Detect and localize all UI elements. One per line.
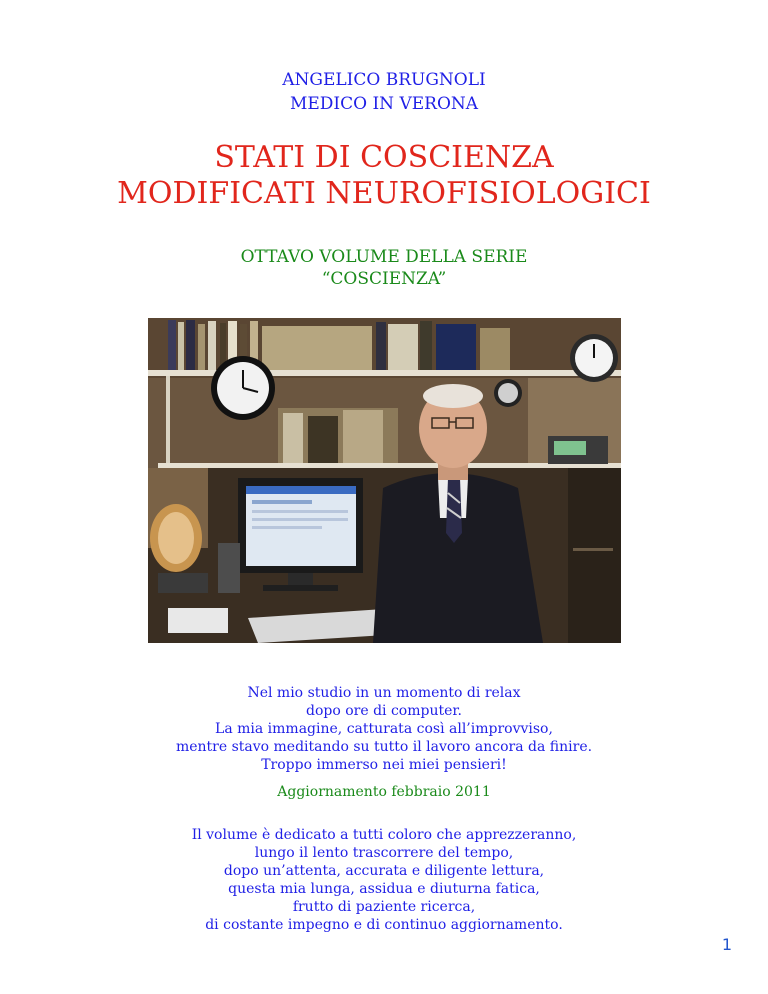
author-photo [148, 318, 621, 643]
dedication-line-3: dopo un’attenta, accurata e diligente lettura, [223, 863, 545, 879]
dedication-line-5: frutto di paziente ricerca, [292, 899, 476, 915]
author-block [0, 68, 768, 116]
caption-line-4: mentre stavo meditando su tutto il lavoro ancora da finire. [175, 739, 593, 755]
dedication-line-4: questa mia lunga, assidua e diuturna fatica, [228, 881, 540, 897]
update-note: Aggiornamento febbraio 2011 [277, 784, 491, 800]
author-role: MEDICO IN VERONA [289, 94, 479, 114]
book-title [0, 140, 768, 212]
caption-line-2: dopo ore di computer. [305, 703, 463, 719]
dedication-line-2: lungo il lento trascorrere del tempo, [254, 845, 514, 861]
dedication [0, 826, 768, 934]
page-number: 1 [721, 935, 732, 954]
caption-line-3: La mia immagine, catturata così all’improvviso, [215, 721, 553, 737]
series-line-2: “COSCIENZA” [321, 269, 447, 289]
title-line-2: MODIFICATI NEUROFISIOLOGICI [117, 176, 651, 211]
title-line-1: STATI DI COSCIENZA [214, 140, 554, 175]
dedication-line-6: di costante impegno e di continuo aggiornamento. [205, 917, 563, 933]
author-name: ANGELICO BRUGNOLI [282, 70, 486, 90]
dedication-line-1: Il volume è dedicato a tutti coloro che apprezzeranno, [191, 827, 577, 843]
photo-caption [0, 684, 768, 774]
series-subtitle [0, 246, 768, 290]
series-line-1: OTTAVO VOLUME DELLA SERIE [240, 247, 528, 267]
caption-line-1: Nel mio studio in un momento di relax [247, 685, 521, 701]
caption-line-5: Troppo immerso nei miei pensieri! [261, 757, 507, 773]
